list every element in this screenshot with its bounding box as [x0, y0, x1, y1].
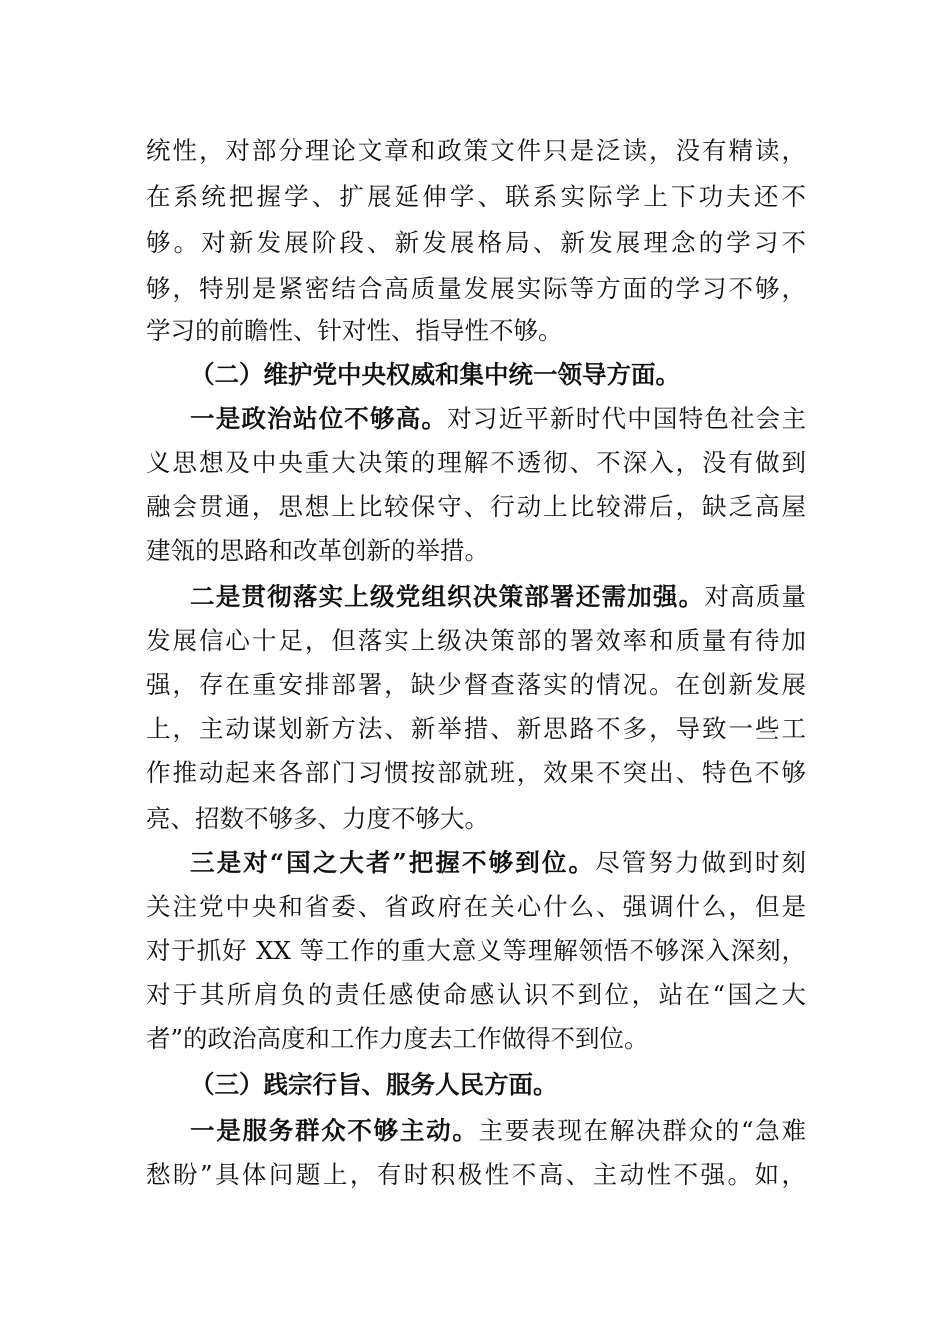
paragraph-line: 作推动起来各部门习惯按部就班，效果不突出、特色不够: [146, 758, 806, 787]
paragraph-line: 在系统把握学、扩展延伸学、联系实际学上下功夫还不: [146, 182, 806, 211]
paragraph-lead: 二是贯彻落实上级党组织决策部署还需加强。: [190, 582, 705, 611]
paragraph-line: 融会贯通，思想上比较保守、行动上比较滞后，缺乏高屋: [146, 492, 806, 521]
paragraph-line: 发展信心十足，但落实上级决策部的署效率和质量有待加: [146, 626, 806, 655]
paragraph-line: 对于抓好 XX 等工作的重大意义等理解领悟不够深入深刻，: [146, 936, 806, 965]
paragraph-text: 主要表现在解决群众的“急难: [478, 1116, 807, 1145]
paragraph-line: 愁盼”具体问题上，有时积极性不高、主动性不强。如，: [146, 1160, 806, 1189]
paragraph-lead: 一是政治站位不够高。: [190, 404, 448, 433]
paragraph-line: 统性，对部分理论文章和政策文件只是泛读，没有精读，: [146, 136, 806, 165]
paragraph-line: 关注党中央和省委、省政府在关心什么、强调什么，但是: [146, 892, 806, 921]
paragraph-line: 义思想及中央重大决策的理解不透彻、不深入，没有做到: [146, 448, 806, 477]
paragraph-line: 者”的政治高度和工作力度去工作做得不到位。: [146, 1024, 649, 1053]
paragraph-text: 对高质量: [704, 582, 807, 611]
paragraph-text: 对习近平新时代中国特色社会主: [447, 404, 807, 433]
paragraph-line: 上，主动谋划新方法、新举措、新思路不多，导致一些工: [146, 714, 806, 743]
paragraph-line: 对于其所肩负的责任感使命感认识不到位，站在“国之大: [146, 980, 806, 1009]
paragraph-line: 够。对新发展阶段、新发展格局、新发展理念的学习不: [146, 228, 806, 257]
paragraph-first-line: [190, 840, 806, 886]
paragraph-first-line: [190, 574, 806, 620]
section-heading: （二）维护党中央权威和集中统一领导方面。: [190, 360, 680, 389]
paragraph-text: 尽管努力做到时刻: [595, 848, 806, 877]
paragraph-line: 亮、招数不够多、力度不够大。: [146, 804, 489, 833]
paragraph-line: 够，特别是紧密结合高质量发展实际等方面的学习不够，: [146, 274, 806, 303]
paragraph-line: 建瓴的思路和改革创新的举措。: [146, 536, 489, 565]
paragraph-line: 学习的前瞻性、针对性、指导性不够。: [146, 316, 563, 345]
paragraph-line: 强，存在重安排部署，缺少督查落实的情况。在创新发展: [146, 670, 806, 699]
paragraph-first-line: [190, 1108, 806, 1154]
paragraph-lead: 一是服务群众不够主动。: [190, 1116, 479, 1145]
paragraph-lead: 三是对“国之大者”把握不够到位。: [190, 848, 596, 877]
paragraph-first-line: [190, 396, 806, 442]
section-heading: （三）践宗行旨、服务人民方面。: [190, 1070, 558, 1099]
